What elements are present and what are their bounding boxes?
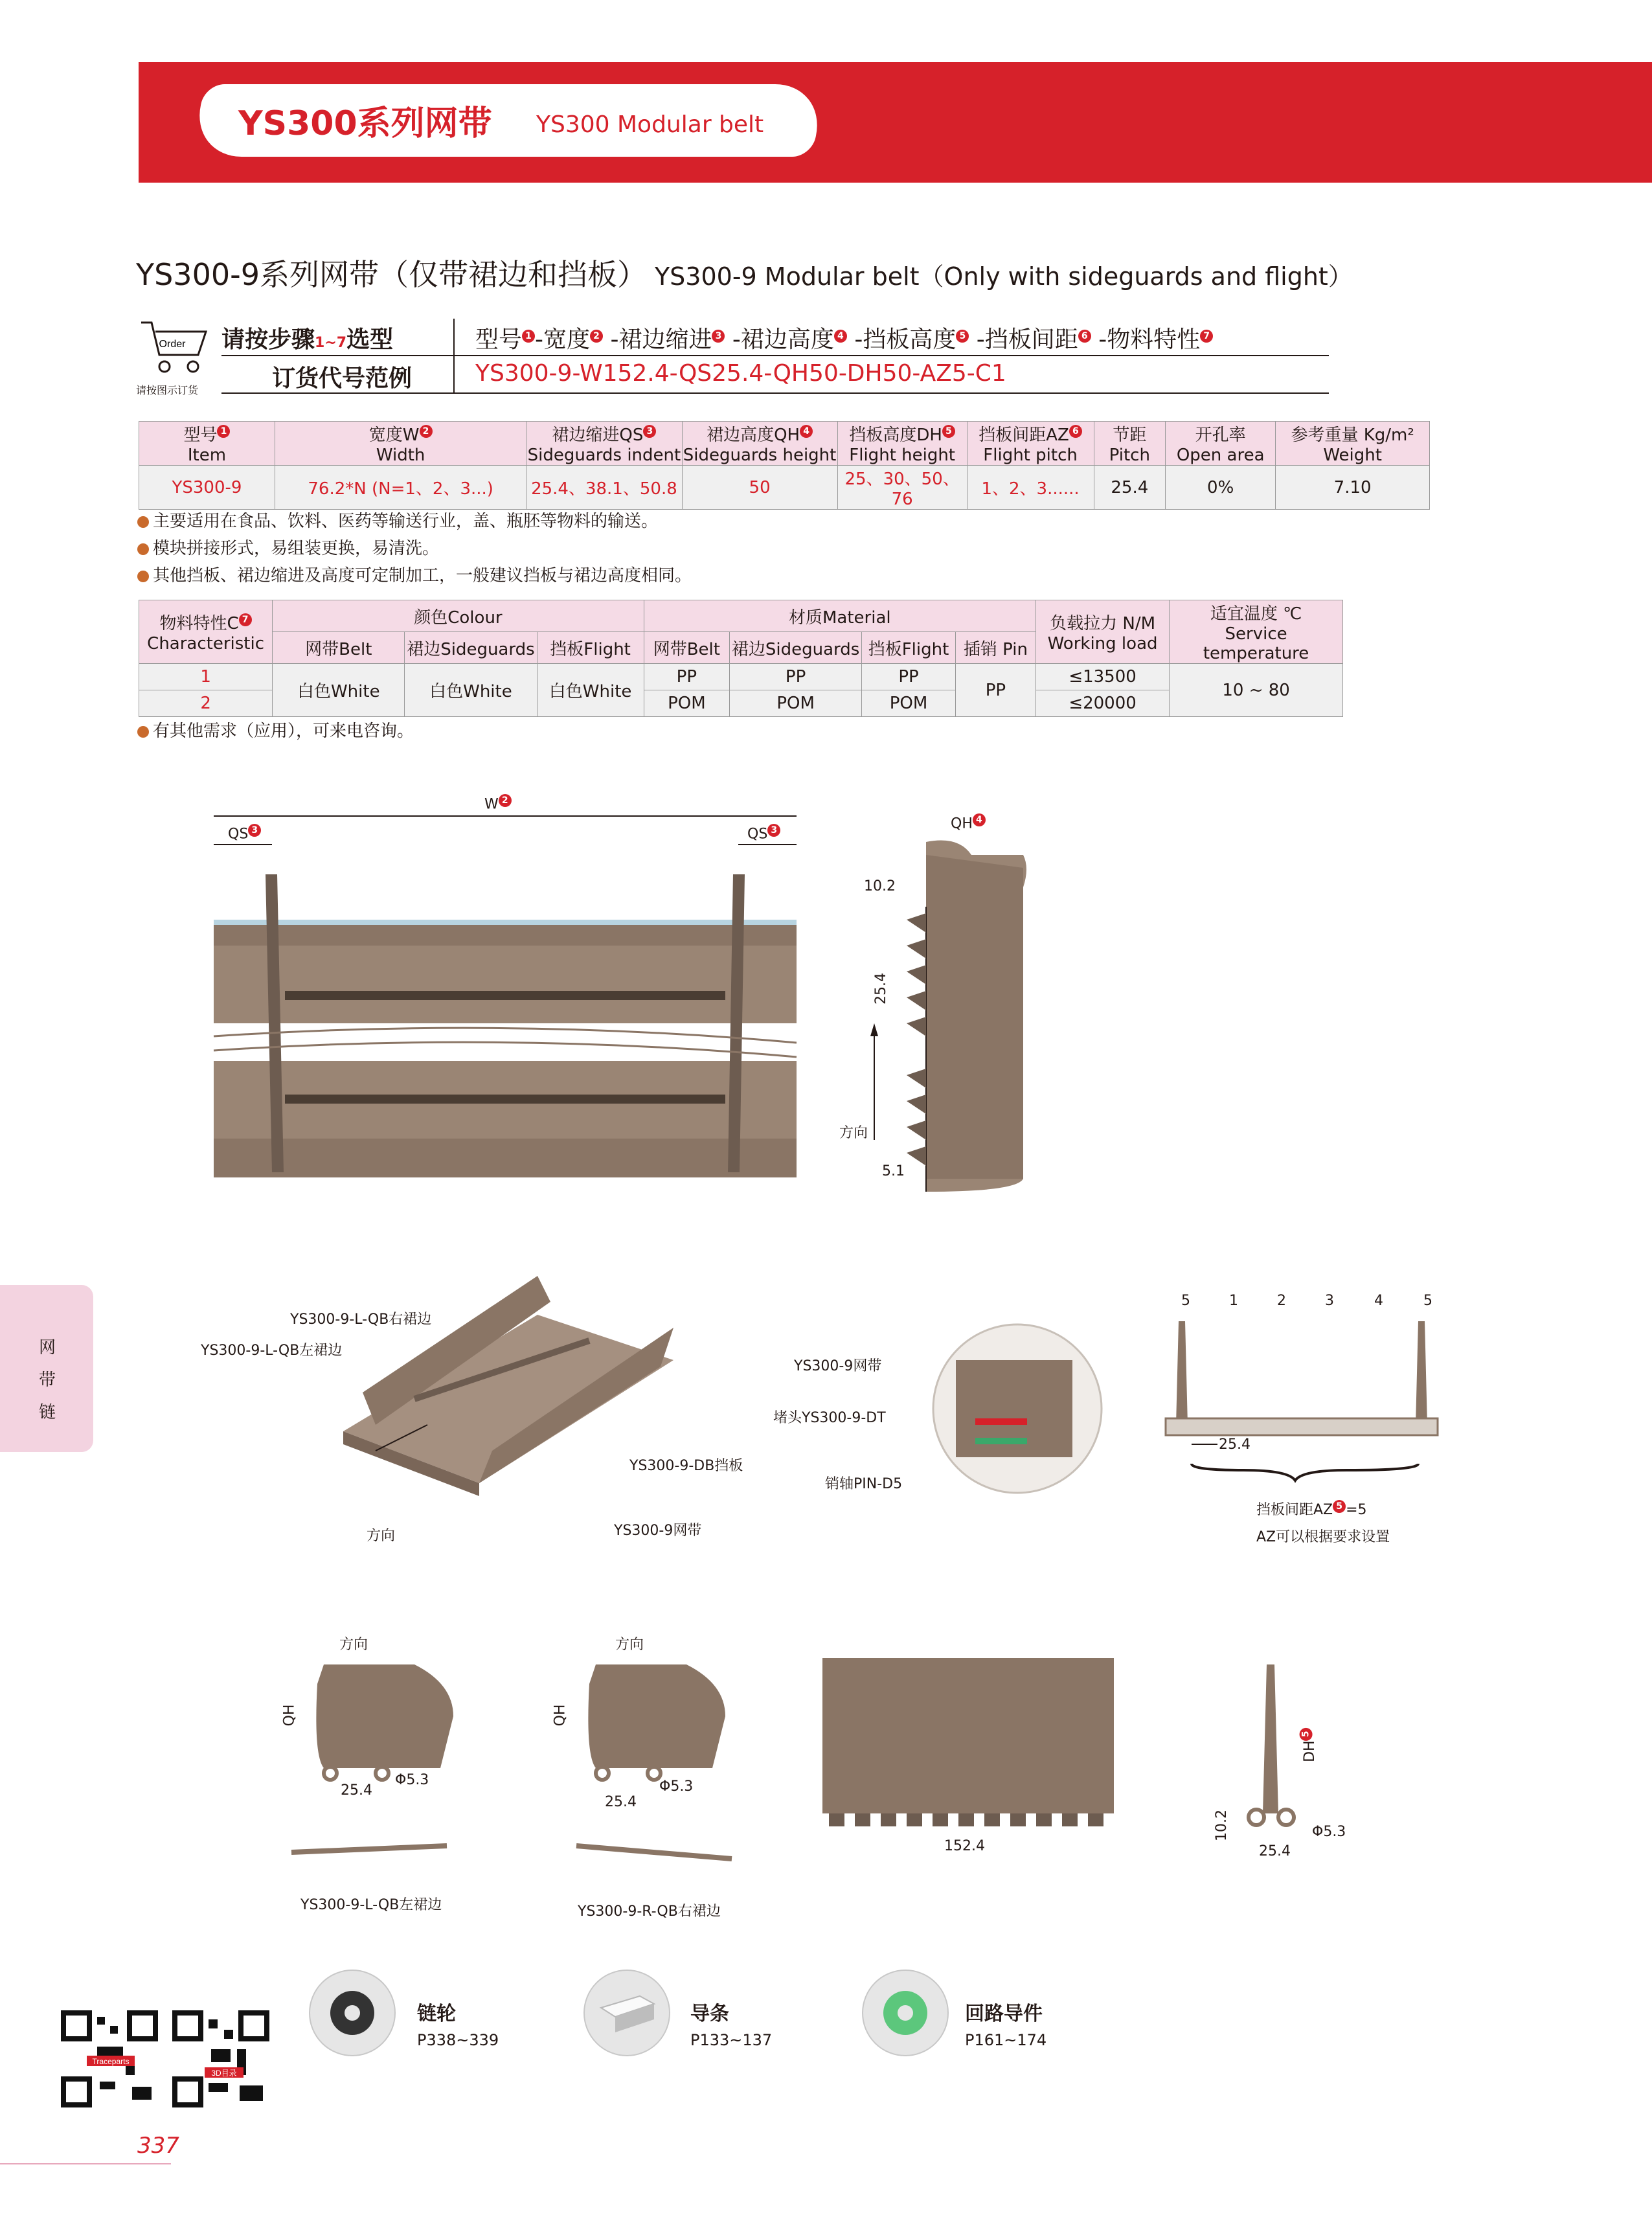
page-number-rule	[0, 2163, 171, 2164]
material-cell: ≤13500	[1035, 664, 1169, 690]
material-cell: 白色White	[405, 664, 537, 717]
side-tab-label: 网带链	[39, 1338, 56, 1422]
material-table	[139, 600, 1343, 717]
bullet-icon	[137, 516, 149, 528]
formula-num: 3	[712, 330, 725, 343]
pitch-seq-2: 2	[1277, 1293, 1286, 1309]
spec-cell: 25、30、50、76	[837, 466, 967, 510]
dim-qs-left: QS 3	[228, 824, 261, 842]
header-title: YS300系列网带	[238, 104, 492, 143]
material-cell: 2	[139, 690, 273, 717]
bullet-icon	[137, 571, 149, 582]
spec-header-cell: 开孔率 Open area	[1166, 422, 1276, 466]
note-item: 模块拼接形式，易组装更换，易清洗。	[137, 535, 439, 559]
dim-dh: DH5	[1300, 1727, 1318, 1762]
az-note: AZ可以根据要求设置	[1256, 1529, 1390, 1545]
formula-num: 4	[834, 330, 847, 343]
order-caption: 请按图示订货	[136, 384, 199, 396]
material-cell: 1	[139, 664, 273, 690]
spec-cell: 0%	[1166, 466, 1276, 510]
spec-header-cell: 宽度W 2 Width	[275, 422, 526, 466]
material-subheader-cell: 挡板Flight	[862, 632, 956, 664]
label-right-sideguard: YS300-9-L-QB右裙边	[290, 1312, 432, 1328]
material-cell: POM	[730, 690, 862, 717]
direction-label: 方向	[839, 1125, 868, 1141]
order-line-1	[221, 355, 1329, 356]
section-title	[136, 251, 1353, 294]
dim-qh-left: QH	[281, 1704, 298, 1727]
dim-qh: QH 4	[951, 813, 986, 832]
return-guide-icon[interactable]	[860, 1968, 951, 2058]
related-item-pages: P133~137	[690, 2031, 773, 2049]
spec-header-cell: 型号 1 Item	[139, 422, 275, 466]
material-cell: PP	[862, 664, 956, 690]
material-cell: POM	[644, 690, 729, 717]
spec-data-row	[139, 466, 1430, 510]
label-left-sideguard: YS300-9-L-QB左裙边	[201, 1343, 343, 1359]
bullet-icon	[137, 543, 149, 555]
order-divider	[453, 319, 455, 394]
pin-detail-drawing	[930, 1321, 1105, 1496]
order-formula	[475, 321, 1213, 354]
pitch-seq-1: 1	[1229, 1293, 1238, 1309]
dim-10-2-right: 10.2	[1213, 1810, 1230, 1841]
cart-icon	[139, 319, 210, 377]
spec-cell: 25.4	[1094, 466, 1166, 510]
formula-part: -裙边高度	[725, 326, 834, 353]
sideguard-profiles-drawing	[285, 1658, 1347, 1930]
dim-25-4-right: 25.4	[605, 1794, 637, 1810]
related-item-pages: P161~174	[965, 2031, 1047, 2049]
material-header-cell: 物料特性C 7 Characteristic	[139, 600, 273, 664]
steps-suffix: 选型	[346, 326, 394, 353]
material-cell: PP	[955, 664, 1035, 717]
spec-header-cell: 参考重量 Kg/m² Weight	[1276, 422, 1430, 466]
formula-num: 6	[1078, 330, 1091, 343]
label-belt: YS300-9网带	[614, 1523, 702, 1539]
spec-cell: 7.10	[1276, 466, 1430, 510]
dim-qs-right: QS 3	[747, 824, 780, 842]
direction-label-iso: 方向	[367, 1528, 396, 1544]
pitch-seq-0: 5	[1181, 1293, 1190, 1309]
header-subtitle: YS300 Modular belt	[536, 111, 764, 138]
label-plug: 堵头YS300-9-DT	[773, 1410, 886, 1426]
material-header-cell: 负载拉力 N/M Working load	[1035, 600, 1169, 664]
direction-label-right: 方向	[615, 1637, 644, 1653]
related-item-title[interactable]: 链轮	[417, 2003, 456, 2025]
formula-num: 1	[522, 330, 535, 343]
note-after-table: 有其他需求（应用），可来电咨询。	[137, 718, 414, 742]
material-subheader-cell: 网带Belt	[644, 632, 729, 664]
spec-cell: YS300-9	[139, 466, 275, 510]
left-part-label: YS300-9-L-QB左裙边	[300, 1897, 442, 1913]
spec-cell: 50	[682, 466, 837, 510]
label-pin: 销轴PIN-D5	[825, 1476, 903, 1492]
material-subheader-cell: 挡板Flight	[537, 632, 644, 664]
belt-top-view-drawing	[207, 784, 803, 1198]
traceparts-qr-code[interactable]	[61, 2010, 158, 2107]
dim-w: W 2	[484, 794, 512, 812]
spec-header-cell: 节距 Pitch	[1094, 422, 1166, 466]
material-cell: 白色White	[273, 664, 405, 717]
steps-label: 请按步骤	[221, 326, 315, 353]
steps-range: 1~7	[315, 335, 347, 351]
right-part-label: YS300-9-R-QB右裙边	[578, 1903, 721, 1920]
qr1-label: Traceparts	[92, 2057, 130, 2066]
formula-part: -挡板间距	[969, 326, 1078, 353]
material-cell: PP	[644, 664, 729, 690]
material-header-cell: 适宜温度 ℃ Service temperature	[1170, 600, 1343, 664]
spec-cell: 1、2、3......	[967, 466, 1094, 510]
material-cell: 白色White	[537, 664, 644, 717]
dim-152-4: 152.4	[944, 1838, 985, 1854]
related-item-pages: P338~339	[417, 2031, 499, 2049]
material-subheader-cell: 网带Belt	[273, 632, 405, 664]
pitch-seq-4: 4	[1374, 1293, 1383, 1309]
spec-table	[139, 421, 1430, 510]
cart-icon-label: Order	[159, 339, 186, 350]
dim-25-4: 25.4	[872, 973, 889, 1005]
spec-header-cell: 挡板间距AZ 6 Flight pitch	[967, 422, 1094, 466]
material-cell: PP	[730, 664, 862, 690]
note-item: 主要适用在食品、饮料、医药等输送行业，盖、瓶胚等物料的输送。	[137, 508, 658, 532]
material-header-cell: 材质Material	[644, 600, 1035, 632]
material-subheader-cell: 插销 Pin	[955, 632, 1035, 664]
dim-5-1: 5.1	[882, 1163, 905, 1179]
spec-header-row	[139, 422, 1430, 466]
sprocket-icon[interactable]	[307, 1968, 398, 2058]
bullet-icon	[137, 726, 149, 738]
material-row	[139, 664, 1343, 690]
related-item-title[interactable]: 导条	[690, 2003, 729, 2025]
flight-pitch-drawing	[1153, 1315, 1451, 1483]
belt-side-view-drawing	[861, 816, 1062, 1192]
dim-phi-left: Φ5.3	[395, 1772, 429, 1788]
pitch-seq-3: 3	[1325, 1293, 1334, 1309]
formula-part: -裙边缩进	[603, 326, 712, 353]
section-title-cn: YS300-9系列网带（仅带裙边和挡板）	[136, 257, 647, 292]
spec-cell: 76.2*N (N=1、2、3...)	[275, 466, 526, 510]
section-title-en: YS300-9 Modular belt（Only with sideguards and flight）	[654, 262, 1353, 291]
direction-label-left: 方向	[339, 1637, 368, 1653]
related-item-title[interactable]: 回路导件	[965, 2003, 1043, 2025]
note-item: 其他挡板、裙边缩进及高度可定制加工，一般建议挡板与裙边高度相同。	[137, 562, 692, 586]
material-subheader-cell: 裙边Sideguards	[730, 632, 862, 664]
spec-header-cell: 挡板高度DH 5 Flight height	[837, 422, 967, 466]
material-subheader-cell: 裙边Sideguards	[405, 632, 537, 664]
formula-num: 7	[1200, 330, 1213, 343]
spec-header-cell: 裙边缩进QS 3 Sideguards indent	[526, 422, 682, 466]
qr2-label: 3D目录	[211, 2069, 237, 2078]
dim-qh-right: QH	[552, 1704, 569, 1727]
formula-part: -宽度	[535, 326, 591, 353]
catalog-qr-code[interactable]	[172, 2010, 269, 2107]
formula-part: 型号	[475, 326, 523, 353]
guide-rail-icon[interactable]	[582, 1968, 672, 2058]
dim-10-2: 10.2	[864, 878, 896, 894]
material-cell: 10 ~ 80	[1170, 664, 1343, 717]
dim-phi-dh: Φ5.3	[1312, 1824, 1346, 1840]
formula-num: 5	[956, 330, 969, 343]
formula-part: -物料特性	[1091, 326, 1201, 353]
az-label: 挡板间距AZ 5 =5	[1256, 1501, 1367, 1518]
material-cell: ≤20000	[1035, 690, 1169, 717]
formula-num: 2	[590, 330, 603, 343]
dim-25-4-left: 25.4	[341, 1782, 372, 1799]
page-number: 337	[137, 2133, 179, 2159]
material-cell: POM	[862, 690, 956, 717]
spec-header-cell: 裙边高度QH 4 Sideguards height	[682, 422, 837, 466]
formula-part: -挡板高度	[846, 326, 956, 353]
spec-cell: 25.4、38.1、50.8	[526, 466, 682, 510]
dim-25-4-dh: 25.4	[1259, 1843, 1291, 1859]
label-belt-detail: YS300-9网带	[794, 1358, 882, 1374]
order-steps	[221, 321, 393, 354]
pitch-seq-5: 5	[1423, 1293, 1432, 1309]
example-label: 订货代号范例	[272, 365, 413, 392]
material-header-cell: 颜色Colour	[273, 600, 644, 632]
pitch-dim: 25.4	[1219, 1437, 1250, 1453]
material-header-row	[139, 600, 1343, 632]
label-flight: YS300-9-DB挡板	[629, 1458, 743, 1474]
dim-phi-right: Φ5.3	[659, 1778, 694, 1795]
example-value: YS300-9-W152.4-QS25.4-QH50-DH50-AZ5-C1	[475, 360, 1006, 387]
